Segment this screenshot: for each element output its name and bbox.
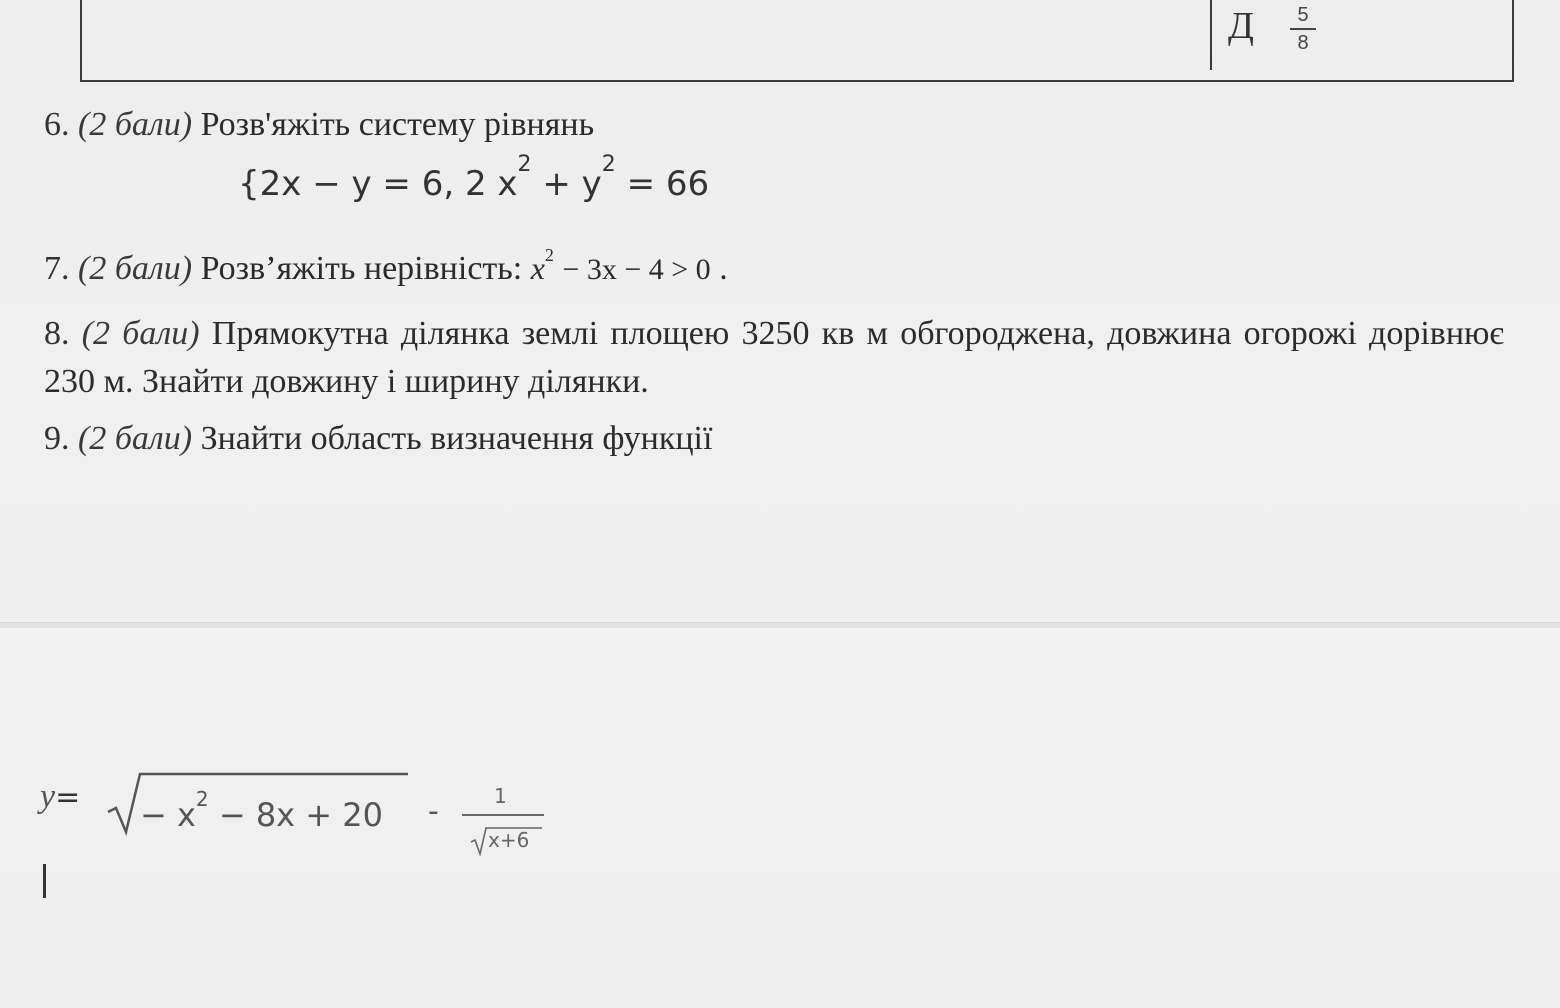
fraction-numerator: 5 xyxy=(1297,4,1309,26)
task-6-number: 6. xyxy=(44,106,70,143)
answer-option-letter: Д xyxy=(1228,5,1254,47)
task-9-points: (2 бали) xyxy=(78,420,193,457)
system-tail: = 66 xyxy=(626,164,710,204)
task-7-text: Розв’яжіть нерівність: xyxy=(200,250,523,287)
task-6-system-equation[interactable] xyxy=(238,152,710,204)
task-7-inequality: − 3x − 4 > 0 xyxy=(562,253,711,286)
radicand-exp: 2 xyxy=(195,787,209,811)
task-8-points: (2 бали) xyxy=(81,315,200,352)
task-8-number: 8. xyxy=(44,315,70,352)
formula-minus: - xyxy=(428,794,439,829)
formula-fraction-denominator: x+6 xyxy=(488,828,530,852)
sqrt-radicand xyxy=(140,787,383,834)
system-exp1: 2 xyxy=(517,152,532,177)
fraction-denominator: 8 xyxy=(1297,32,1309,54)
task-9-heading[interactable] xyxy=(44,420,712,458)
fraction-bar xyxy=(1290,28,1316,30)
system-exp2: 2 xyxy=(601,152,616,177)
radicand-pre: − x xyxy=(140,796,196,834)
formula-fraction-numerator: 1 xyxy=(494,784,507,808)
task-6-points: (2 бали) xyxy=(78,106,193,143)
formula-lhs: y xyxy=(40,778,56,815)
formula-fraction-bar xyxy=(462,814,544,816)
task-7-points: (2 бали) xyxy=(78,250,193,287)
task-8-text: Прямокутна ділянка землі площею 3250 кв м обгороджена, довжина огорожі дорівнює 230 м. Знайти довжину і ширину ділянки. xyxy=(44,315,1505,400)
answer-option-fraction xyxy=(1290,4,1316,54)
task-7-exp: 2 xyxy=(544,245,554,265)
system-plus: + xyxy=(542,164,571,204)
radicand-post: − 8x + 20 xyxy=(218,796,383,834)
task-9-number: 9. xyxy=(44,420,70,457)
system-part1: {2x − y = 6, 2 xyxy=(238,164,487,204)
task-7-dot: . xyxy=(719,250,728,287)
system-x: x xyxy=(497,164,518,204)
text-cursor[interactable] xyxy=(43,864,46,898)
table-column-divider xyxy=(1210,0,1212,70)
task-9-function-formula[interactable] xyxy=(40,778,80,816)
task-7-heading[interactable] xyxy=(44,245,728,288)
task-7-number: 7. xyxy=(44,250,70,287)
task-7-x: x xyxy=(530,250,545,286)
system-y: y xyxy=(581,164,602,204)
task-8-paragraph[interactable] xyxy=(44,310,1504,406)
task-9-text: Знайти область визначення функції xyxy=(200,420,713,457)
task-6-text: Розв'яжіть систему рівнянь xyxy=(200,106,595,143)
formula-eq: = xyxy=(55,780,81,815)
task-6-heading[interactable] xyxy=(44,106,594,144)
